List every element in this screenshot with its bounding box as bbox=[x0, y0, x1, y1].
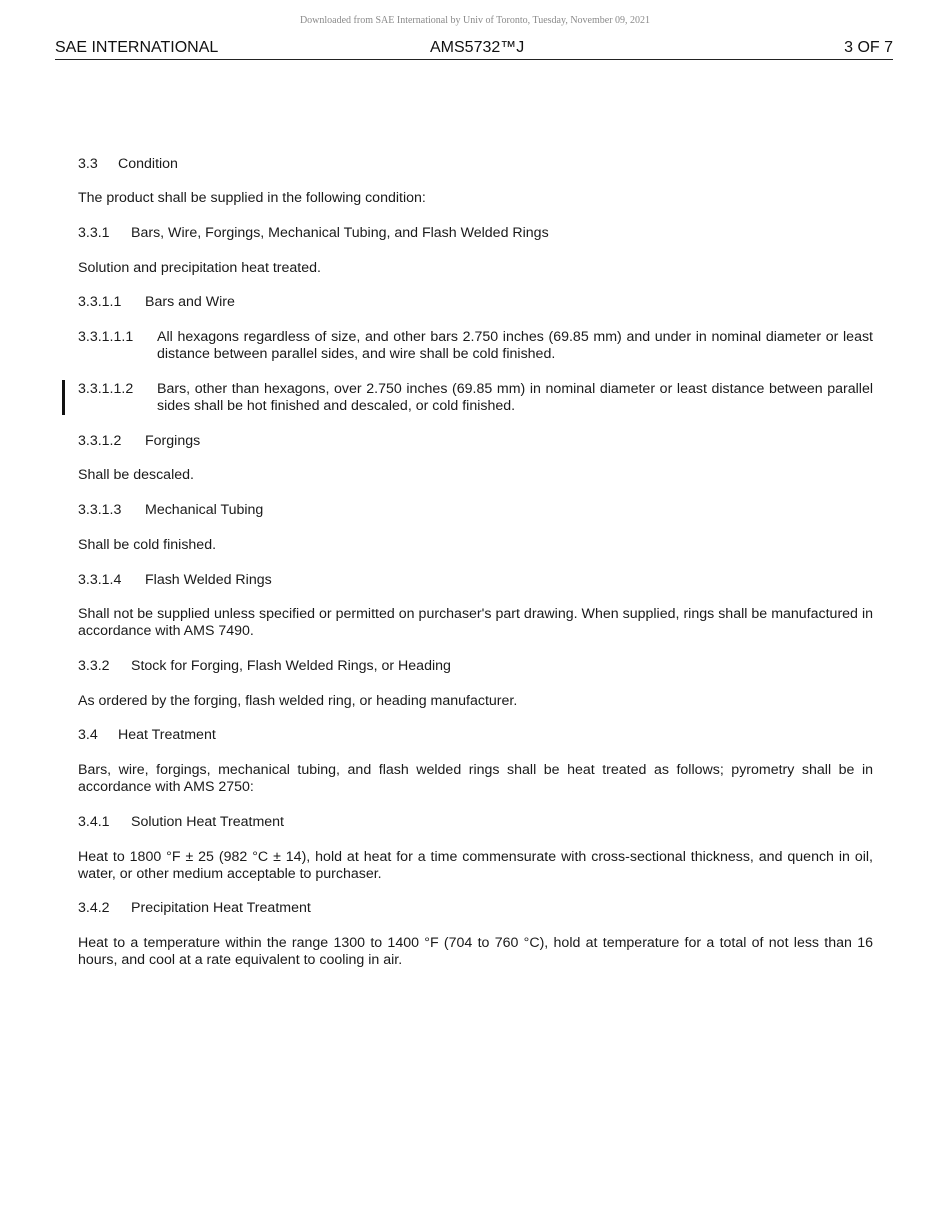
section-title: Bars and Wire bbox=[145, 294, 235, 310]
section-number: 3.4.1 bbox=[78, 814, 110, 830]
section-number: 3.3.1.1.1 bbox=[78, 329, 134, 345]
download-watermark: Downloaded from SAE International by Univ of Toronto, Tuesday, November 09, 2021 bbox=[299, 15, 651, 26]
section-heading-3-4-2 bbox=[78, 900, 311, 917]
revision-change-bar bbox=[62, 380, 65, 415]
section-3-3-1-1-1 bbox=[78, 329, 873, 363]
section-text-3-3-1-4: Shall not be supplied unless specified or permitted on purchaser's part drawing. When supplied, rings shall be manufactured in accordance with AMS 7490. bbox=[78, 606, 873, 639]
header-organization: SAE INTERNATIONAL bbox=[55, 39, 219, 56]
section-number: 3.3.1.1 bbox=[78, 294, 122, 310]
header-page-number: 3 OF 7 bbox=[844, 39, 893, 56]
section-number: 3.3.1 bbox=[78, 225, 110, 241]
section-text-3-3-1-3: Shall be cold finished. bbox=[78, 537, 217, 553]
section-title: Heat Treatment bbox=[118, 727, 216, 743]
section-title: Forgings bbox=[145, 433, 201, 449]
section-number: 3.3.2 bbox=[78, 658, 110, 674]
section-heading-3-3-1-2 bbox=[78, 433, 200, 450]
section-text: Bars, other than hexagons, over 2.750 inches (69.85 mm) in nominal diameter or least distance between parallel sides shall be hot finished and descaled, or cold finished. bbox=[157, 381, 873, 414]
section-text-3-4: Bars, wire, forgings, mechanical tubing, and flash welded rings shall be heat treated as follows; pyrometry shall be in accordance with AMS 2750: bbox=[78, 762, 873, 795]
page-header bbox=[55, 38, 893, 60]
section-heading-3-3-1-3 bbox=[78, 502, 263, 519]
section-title: Precipitation Heat Treatment bbox=[131, 900, 311, 916]
section-heading-3-3-1-1 bbox=[78, 294, 235, 311]
section-title: Stock for Forging, Flash Welded Rings, or Heading bbox=[131, 658, 451, 674]
header-document-id: AMS5732™J bbox=[430, 39, 525, 56]
section-title: Flash Welded Rings bbox=[145, 572, 272, 588]
section-text-3-4-1: Heat to 1800 °F ± 25 (982 °C ± 14), hold at heat for a time commensurate with cross-sectional thickness, and quench in oil, water, or other medium acceptable to purchaser. bbox=[78, 849, 873, 882]
section-heading-3-3-1-4 bbox=[78, 572, 272, 589]
section-title: Bars, Wire, Forgings, Mechanical Tubing, and Flash Welded Rings bbox=[131, 225, 549, 241]
section-number: 3.4 bbox=[78, 727, 98, 743]
section-text: All hexagons regardless of size, and other bars 2.750 inches (69.85 mm) and under in nominal diameter or least distance between parallel sides, and wire shall be cold finished. bbox=[157, 329, 873, 362]
section-text-3-3-1: Solution and precipitation heat treated. bbox=[78, 260, 321, 276]
section-number: 3.3 bbox=[78, 156, 98, 172]
section-heading-3-4-1 bbox=[78, 814, 284, 831]
section-text-3-3-2: As ordered by the forging, flash welded ring, or heading manufacturer. bbox=[78, 693, 518, 709]
section-number: 3.3.1.2 bbox=[78, 433, 122, 449]
section-title: Mechanical Tubing bbox=[145, 502, 264, 518]
section-text-3-3-1-2: Shall be descaled. bbox=[78, 467, 194, 483]
section-heading-3-4 bbox=[78, 727, 216, 744]
section-number: 3.3.1.1.2 bbox=[78, 381, 134, 397]
section-3-3-1-1-2 bbox=[78, 381, 873, 415]
section-number: 3.3.1.3 bbox=[78, 502, 122, 518]
section-heading-3-3 bbox=[78, 156, 178, 173]
section-heading-3-3-2 bbox=[78, 658, 451, 675]
section-number: 3.4.2 bbox=[78, 900, 110, 916]
section-number: 3.3.1.4 bbox=[78, 572, 122, 588]
section-text-3-4-2: Heat to a temperature within the range 1300 to 1400 °F (704 to 760 °C), hold at temperature for a total of not less than 16 hours, and cool at a rate equivalent to cooling in air. bbox=[78, 935, 873, 968]
section-heading-3-3-1 bbox=[78, 225, 549, 242]
section-title: Condition bbox=[118, 156, 178, 172]
section-title: Solution Heat Treatment bbox=[131, 814, 284, 830]
section-text-3-3: The product shall be supplied in the following condition: bbox=[78, 190, 426, 206]
